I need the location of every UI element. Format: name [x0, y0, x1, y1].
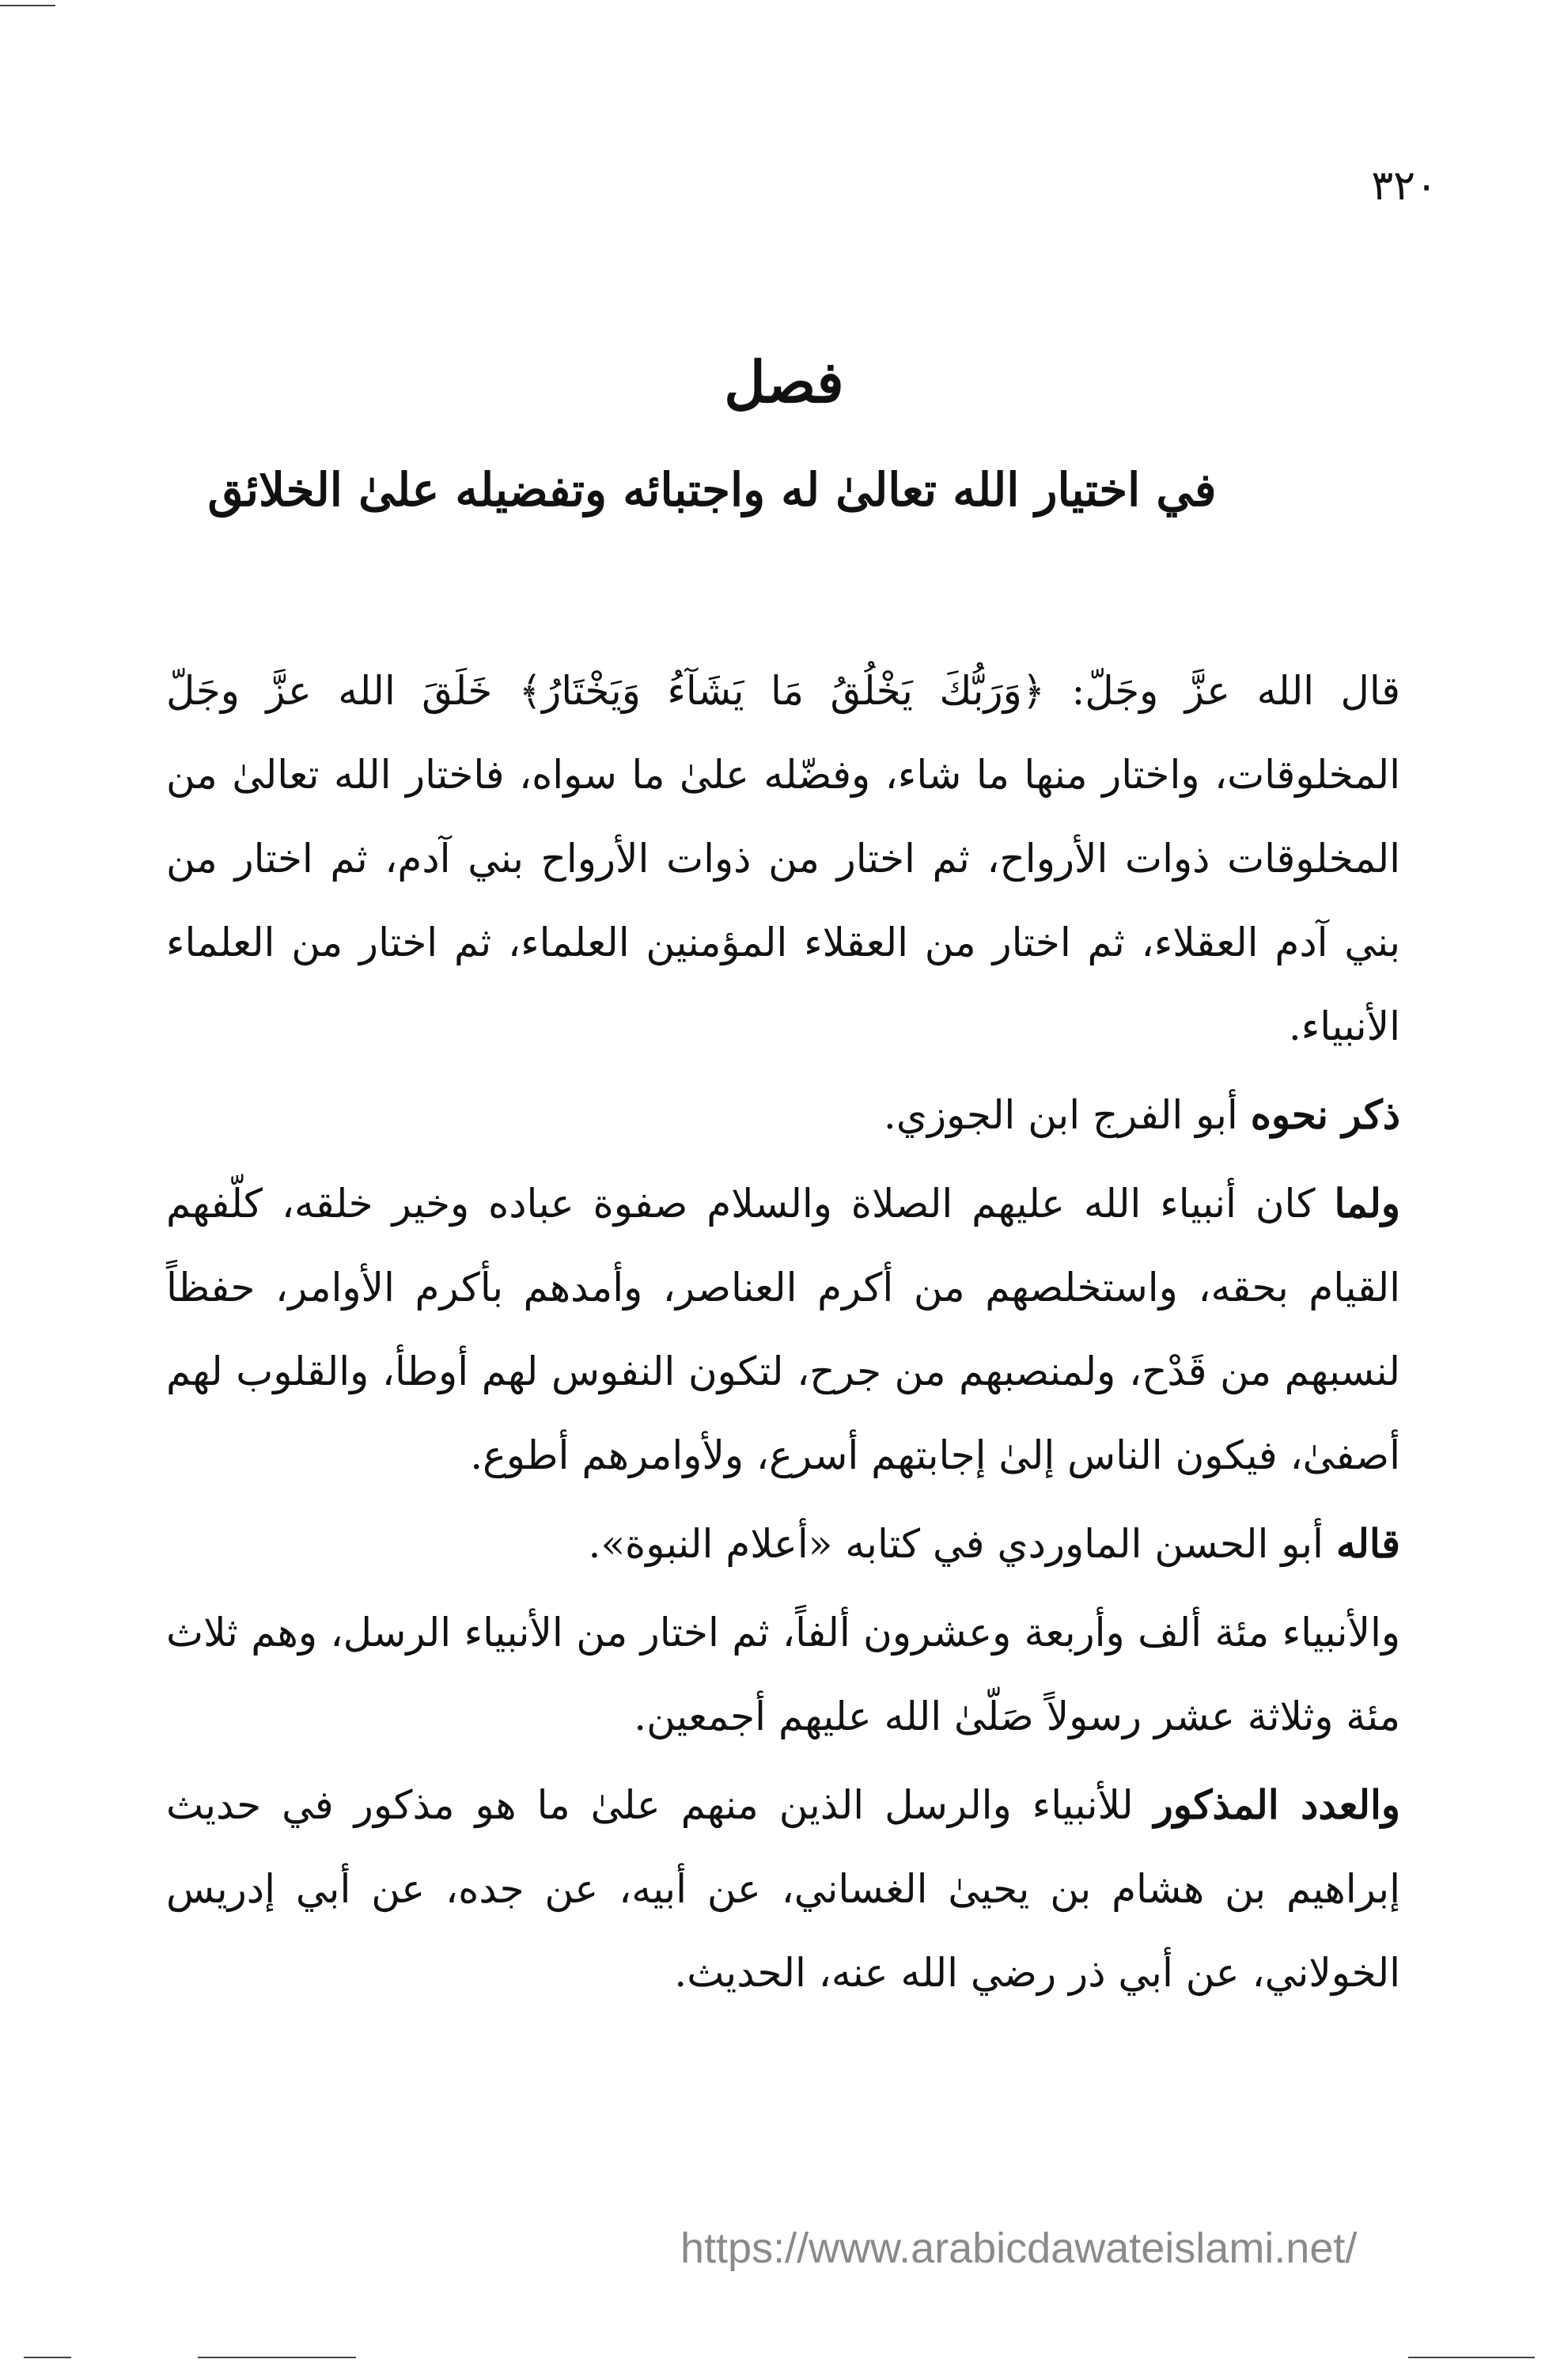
- scan-edge-mark: [1408, 2357, 1535, 2358]
- paragraph-text: والأنبياء مئة ألف وأربعة وعشرون ألفاً، ثم اختار من الأنبياء الرسل، وهم ثلاث مئة وثلاثة عشر رسولاً صَلّىٰ الله عليهم أجمعين.: [166, 1610, 1400, 1739]
- paragraph: [166, 649, 1400, 1068]
- paragraph-text: كان أنبياء الله عليهم الصلاة والسلام صفوة عباده وخير خلقه، كلّفهم القيام بحقه، واستخلصهم من أكرم العناصر، وأمدهم بأكرم الأوامر، حفظاً لنسبهم من قَدْح، ولمنصبهم من جرح، لتكون النفوس لهم أوطأ، والقلوب لهم أصفىٰ، فيكون الناس إلىٰ إجابتهم أسرع، ولأوامرهم أطوع.: [166, 1181, 1400, 1478]
- paragraph: [166, 1162, 1400, 1497]
- paragraph-lead: قاله: [1335, 1520, 1400, 1567]
- paragraph-lead: والعدد المذكور: [1153, 1781, 1401, 1828]
- chapter-subheading: في اختيار الله تعالىٰ له واجتبائه وتفضيله علىٰ الخلائق: [207, 463, 1217, 517]
- chapter-heading: فصل: [724, 348, 844, 415]
- paragraph-lead: ولما: [1334, 1180, 1400, 1227]
- body-text: [166, 649, 1400, 2015]
- watermark-url: https://www.arabicdawateislami.net/: [680, 2225, 1358, 2272]
- paragraph: [166, 1591, 1400, 1758]
- paragraph: [166, 1502, 1400, 1586]
- paragraph: [166, 1073, 1400, 1157]
- scan-edge-mark: [198, 2357, 356, 2358]
- paragraph: [166, 1763, 1400, 2015]
- paragraph-text: أبو الفرج ابن الجوزي.: [883, 1092, 1251, 1138]
- paragraph-lead: ذكر نحوه: [1250, 1091, 1400, 1138]
- paragraph-text: للأنبياء والرسل الذين منهم علىٰ ما هو مذكور في حديث إبراهيم بن هشام بن يحيىٰ الغساني، عن أبيه، عن جده، عن أبي إدريس الخولاني، عن أبي ذر رضي الله عنه، الحديث.: [166, 1782, 1400, 1996]
- page-number: ٣٢٠: [1371, 162, 1437, 210]
- paragraph-text: قال الله عزَّ وجَلّ: ﴿وَرَبُّكَ يَخْلُقُ مَا يَشَآءُ وَيَخْتَارُ﴾ خَلَقَ الله عزَّ وجَلّ المخلوقات، واختار منها ما شاء، وفضّله علىٰ ما سواه، فاختار الله تعالىٰ من المخلوقات ذوات الأرواح، ثم اختار من ذوات الأرواح بني آدم، ثم اختار من بني آدم العقلاء، ثم اختار من العقلاء المؤمنين العلماء، ثم اختار من العلماء الأنبياء.: [166, 668, 1400, 1049]
- scan-edge-mark: [0, 5, 55, 6]
- paragraph-text: أبو الحسن الماوردي في كتابه «أعلام النبوة».: [588, 1521, 1336, 1567]
- scan-edge-mark: [24, 2357, 71, 2358]
